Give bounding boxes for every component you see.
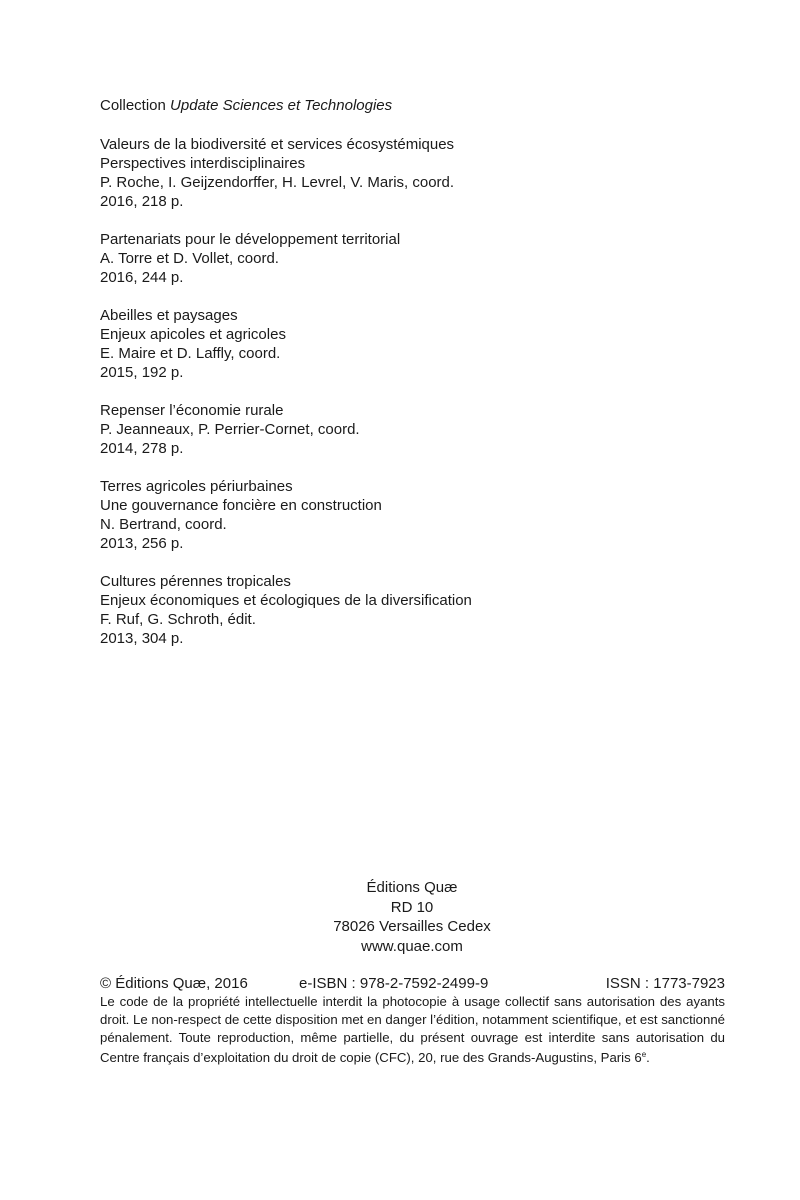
book-authors: A. Torre et D. Vollet, coord.	[100, 250, 279, 267]
book-year-pages: 2013, 304 p.	[100, 630, 184, 647]
book-entry	[100, 135, 740, 211]
book-title: Cultures pérennes tropicales	[100, 573, 291, 590]
eisbn: e-ISBN : 978-2-7592-2499-9	[299, 975, 489, 992]
book-title: Terres agricoles périurbaines	[100, 478, 293, 495]
publisher-road: RD 10	[390, 898, 434, 916]
publisher-city: 78026 Versailles Cedex	[333, 918, 491, 935]
book-authors: E. Maire et D. Laffly, coord.	[100, 345, 281, 362]
book-entry	[100, 230, 740, 287]
legal-superscript: e	[641, 1050, 647, 1060]
book-authors: F. Ruf, G. Schroth, édit.	[100, 611, 256, 628]
book-entry	[100, 477, 740, 553]
book-entry	[100, 306, 740, 382]
book-authors: P. Jeanneaux, P. Perrier-Cornet, coord.	[100, 421, 360, 438]
legal-end: .	[646, 1050, 650, 1066]
legal-notice	[100, 993, 725, 1067]
collection-name: Update Sciences et Technologies	[170, 97, 393, 114]
legal-text: Le code de la propriété intellectuelle interdit la photocopie à usage collectif sans autorisation des ayants droit. Le non-respect de cette disposition met en danger l’édition, notamment scientifique, et est sanctionné pénalement. Toute reproduction, même partielle, du présent ouvrage est interdite sans autorisation du Centre français d’exploitation du droit de copie (CFC), 20, rue des Grands-Augustins, Paris 6	[100, 994, 725, 1066]
book-year-pages: 2014, 278 p.	[100, 440, 184, 457]
collection-line	[100, 96, 392, 115]
book-title: Valeurs de la biodiversité et services écosystémiques	[100, 136, 455, 153]
publisher-website: www.quae.com	[361, 937, 463, 955]
publisher-name: Éditions Quæ	[366, 879, 458, 896]
book-subtitle: Une gouvernance foncière en construction	[100, 497, 382, 514]
book-authors: P. Roche, I. Geijzendorffer, H. Levrel, V. Maris, coord.	[100, 174, 455, 191]
book-subtitle: Enjeux apicoles et agricoles	[100, 326, 286, 343]
collection-prefix: Collection	[100, 97, 166, 114]
book-title: Repenser l’économie rurale	[100, 402, 284, 419]
issn: ISSN : 1773-7923	[605, 975, 725, 992]
book-title: Partenariats pour le développement territorial	[100, 231, 401, 248]
book-authors: N. Bertrand, coord.	[100, 516, 227, 533]
book-title: Abeilles et paysages	[100, 307, 238, 324]
book-subtitle: Enjeux économiques et écologiques de la diversification	[100, 592, 472, 609]
copyright-notice: © Éditions Quæ, 2016	[100, 975, 248, 992]
publisher-address	[300, 878, 524, 956]
book-subtitle: Perspectives interdisciplinaires	[100, 155, 306, 172]
book-list	[100, 135, 740, 667]
book-year-pages: 2013, 256 p.	[100, 535, 184, 552]
book-year-pages: 2016, 244 p.	[100, 269, 184, 286]
book-entry	[100, 401, 740, 458]
book-year-pages: 2016, 218 p.	[100, 193, 184, 210]
book-entry	[100, 572, 740, 648]
book-year-pages: 2015, 192 p.	[100, 364, 184, 381]
